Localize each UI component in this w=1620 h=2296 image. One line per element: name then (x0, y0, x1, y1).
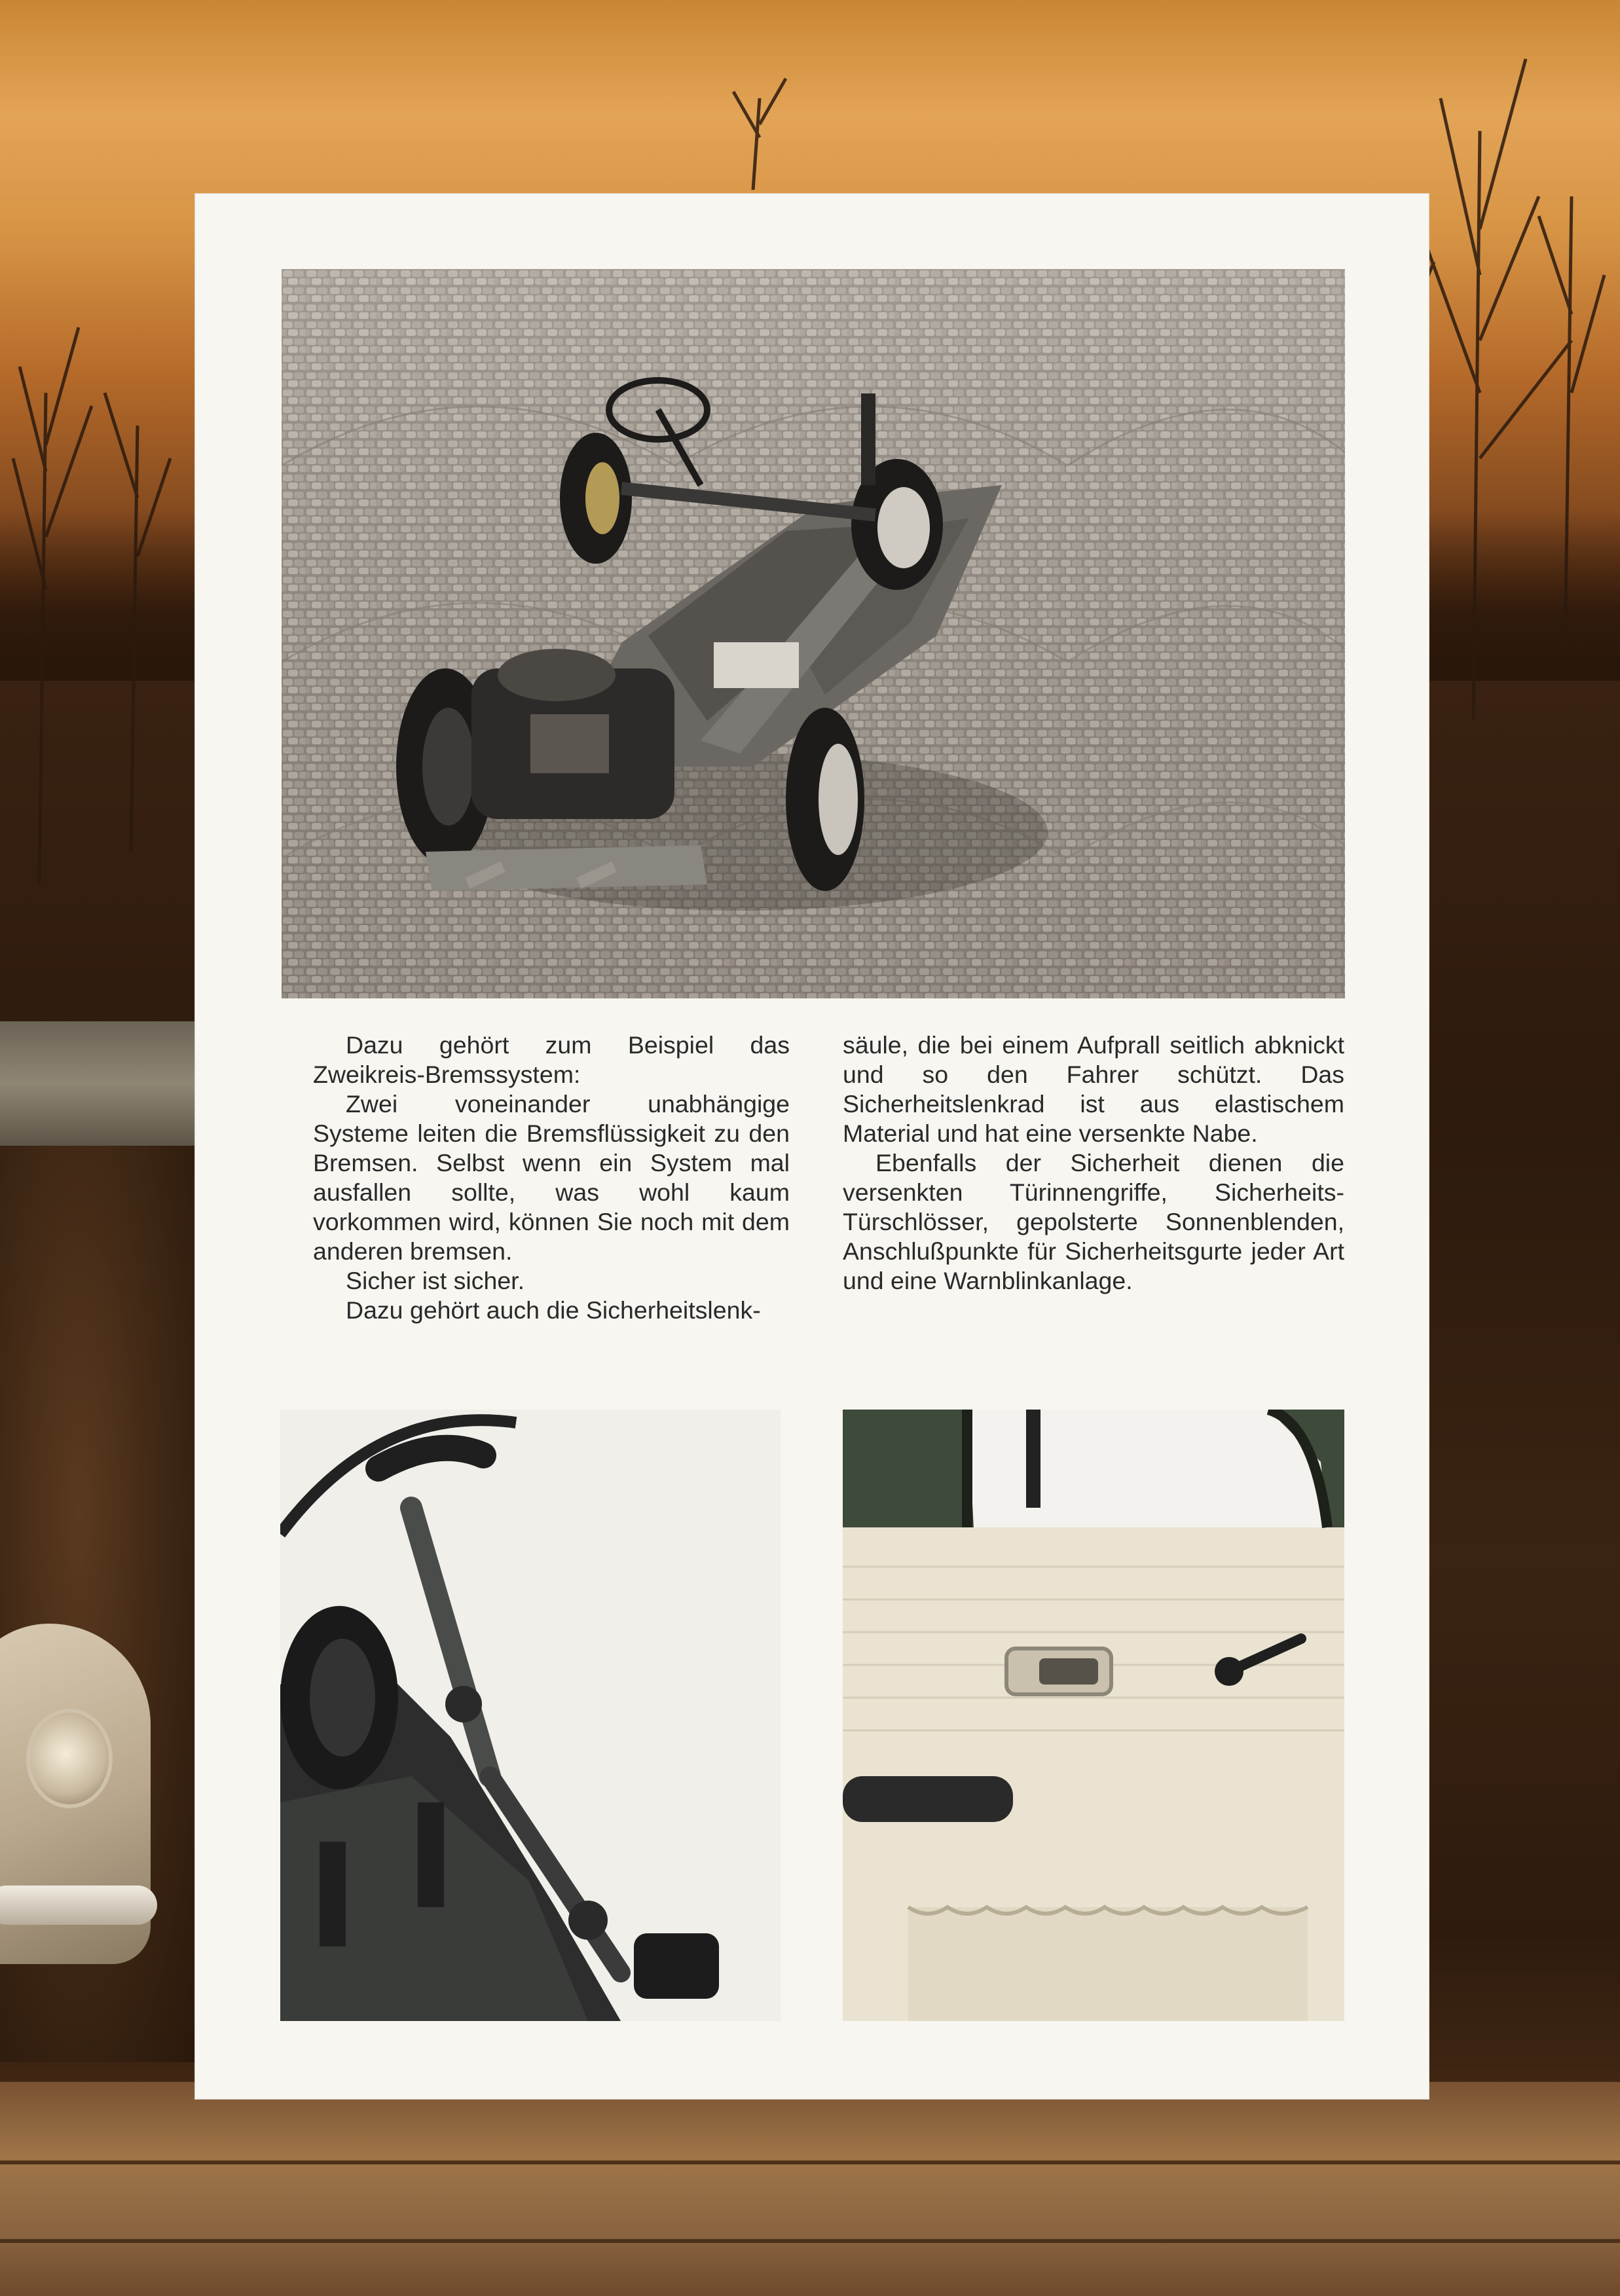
article-column-right (843, 1030, 1344, 1296)
content-card (195, 194, 1429, 2099)
paragraph: Ebenfalls der Sicherheit dienen die versenkten Türinnengriffe, Sicherheits-Türschlösser, gepolsterte Sonnenblenden, Anschlußpunkte für Sicherheitsgurte jeder Art und eine Warnblinkanlage. (843, 1149, 1344, 1294)
car-headlight (26, 1709, 113, 1808)
car-bumper (0, 1886, 157, 1925)
article-column-left (313, 1030, 790, 1325)
curb-stones (0, 2082, 1620, 2296)
paragraph: Dazu gehört zum Beispiel das Zweikreis-Bremssystem: (313, 1031, 790, 1088)
paragraph: säule, die bei einem Aufprall seitlich abknickt und so den Fahrer schützt. Das Sicherheitslenkrad ist aus elastischem Material und hat eine versenkte Nabe. (843, 1031, 1344, 1147)
paragraph: Zwei voneinander unabhängige Systeme leiten die Bremsflüssigkeit zu den Bremsen. Selbst wenn ein System mal ausfallen sollte, was wohl kaum vorkommen wird, können Sie noch mit dem anderen bremsen. (313, 1090, 790, 1265)
steering-column-photo (280, 1410, 781, 2021)
curb-joint (0, 2160, 1620, 2164)
door-panel-photo (843, 1410, 1344, 2021)
chassis-photo (282, 269, 1345, 998)
curb-joint (0, 2239, 1620, 2243)
paragraph: Sicher ist sicher. (346, 1267, 525, 1294)
road-strip (0, 1021, 196, 1146)
paragraph: Dazu gehört auch die Sicherheitslenk- (346, 1296, 761, 1324)
